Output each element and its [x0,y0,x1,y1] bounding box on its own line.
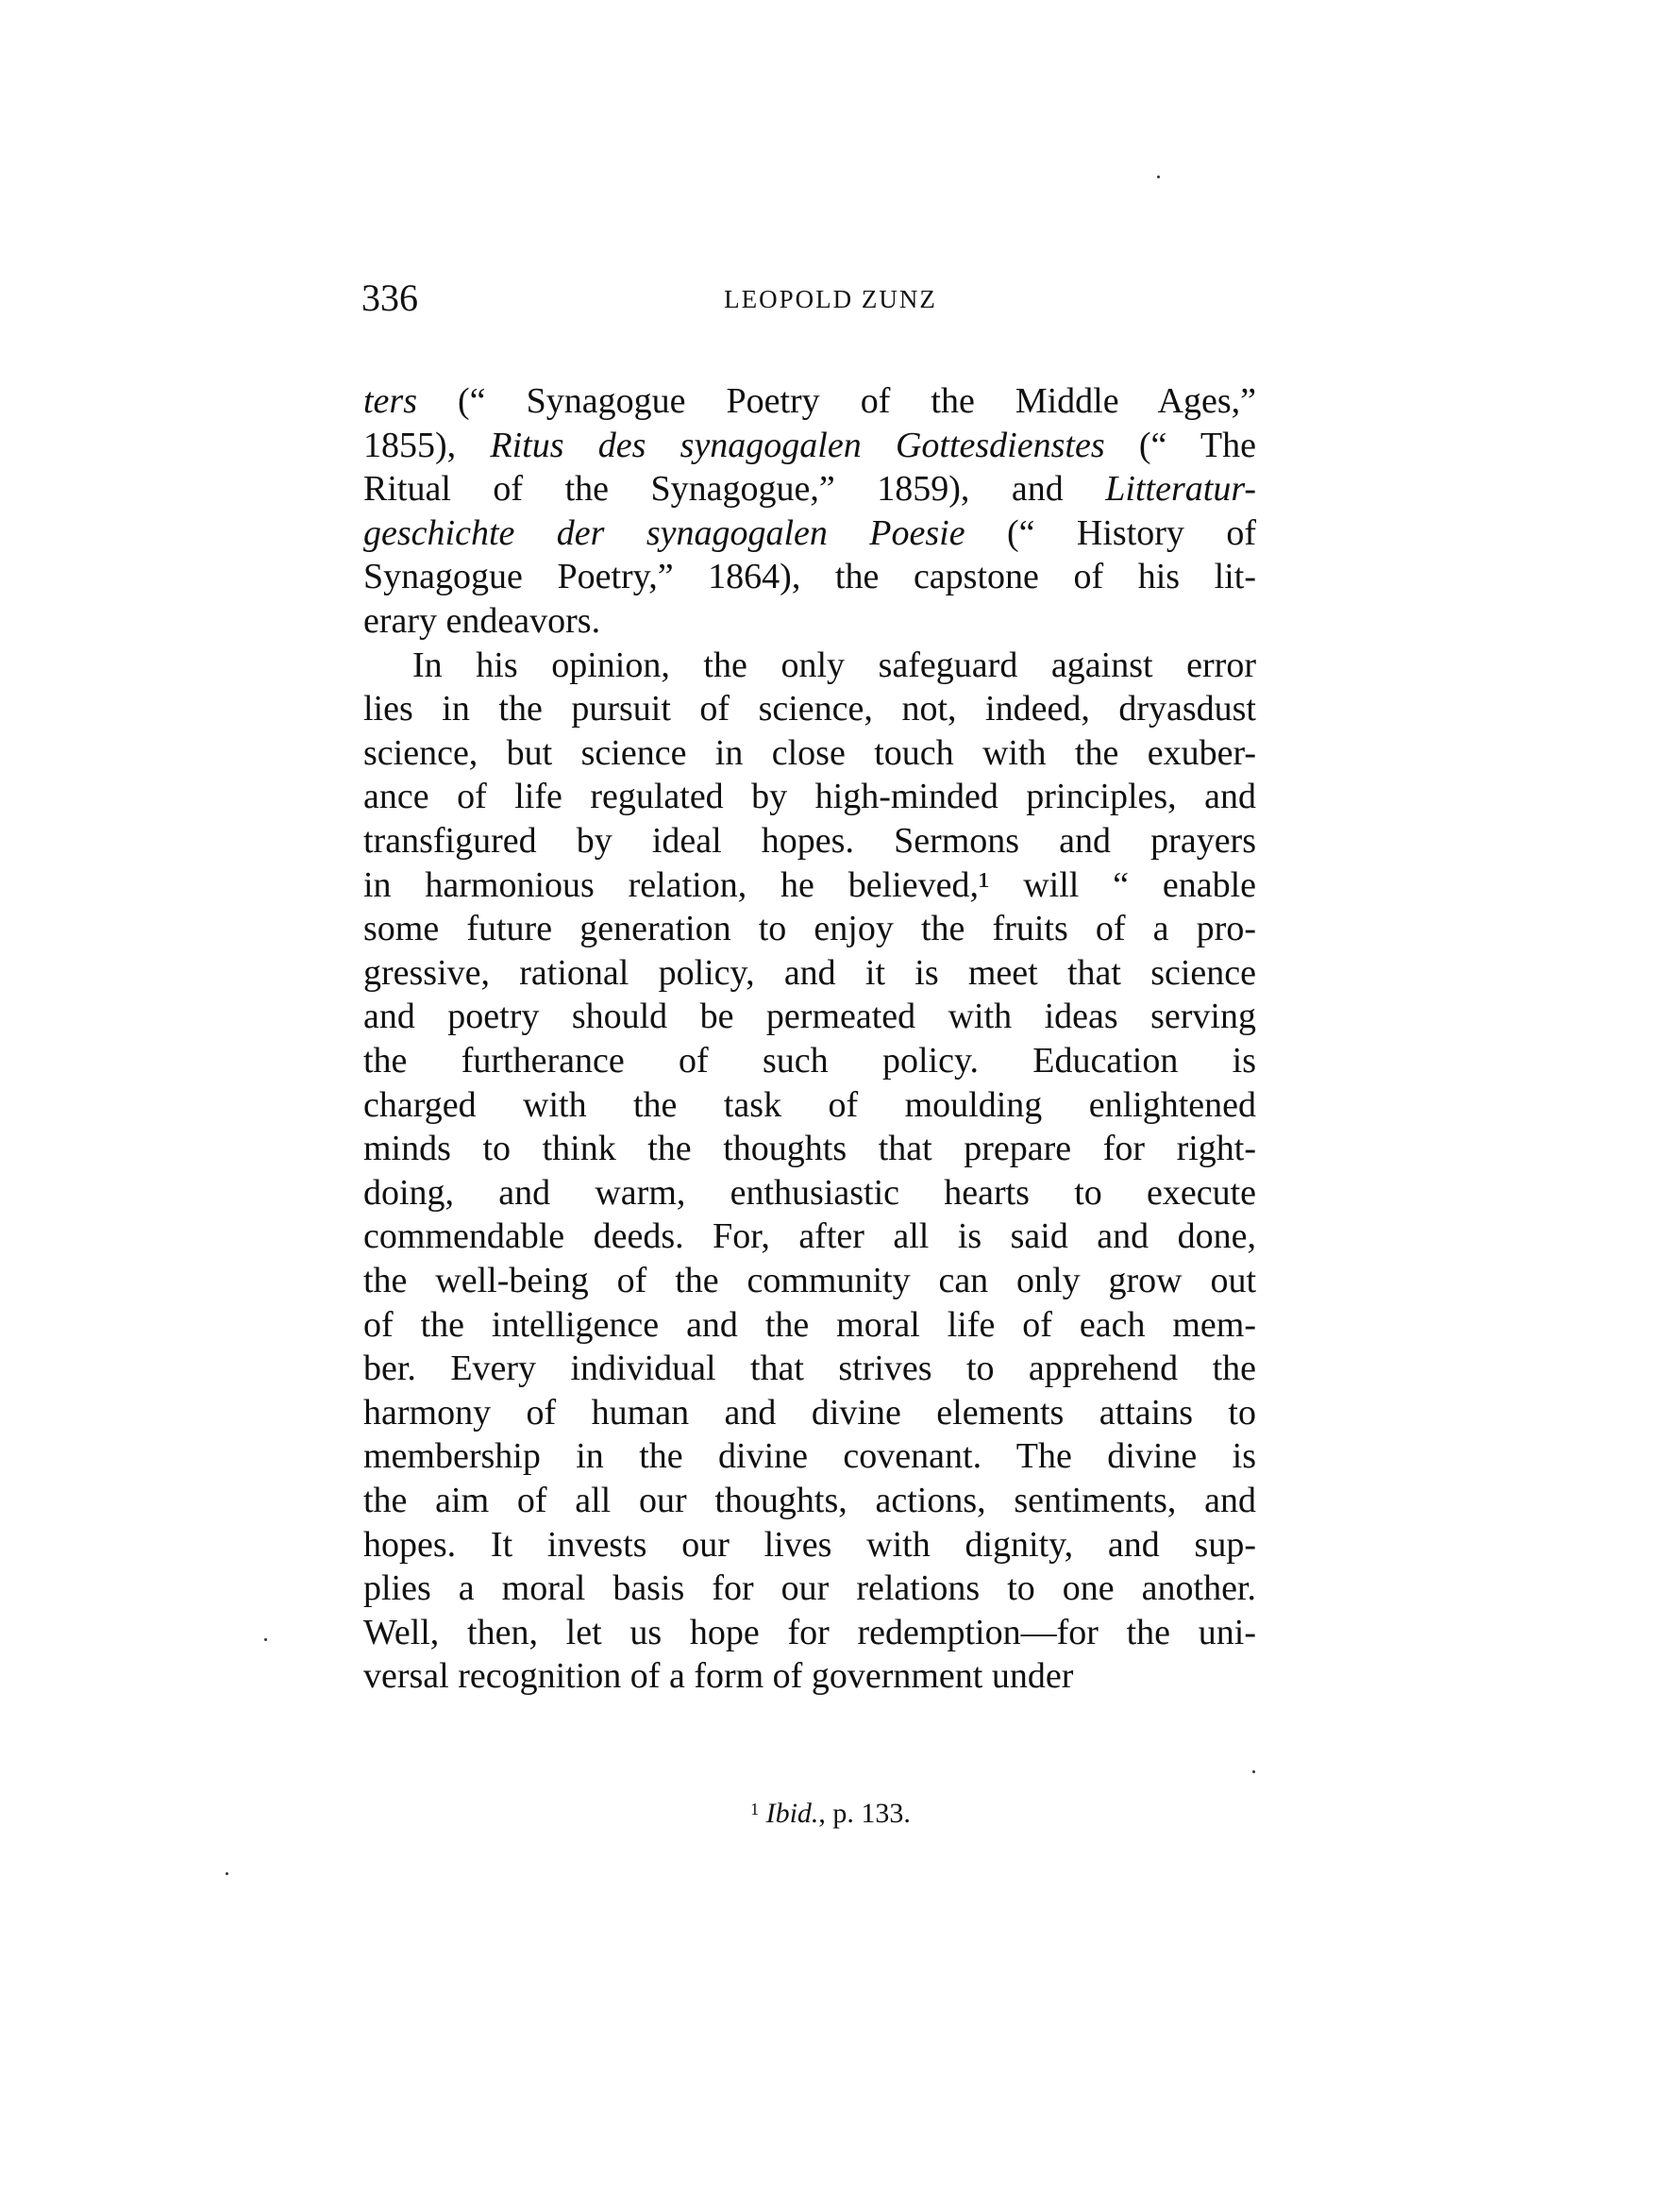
text-line [363,819,1256,863]
scan-speck [264,1638,267,1641]
text-roman: ber. Every individual that strives to apprehend the [363,1349,1256,1389]
text-roman: minds to think the thoughts that prepare for right- [363,1129,1256,1169]
text-roman: plies a moral basis for our relations to one another. [363,1568,1256,1609]
text-line [363,1479,1256,1522]
text-roman: Ritual of the Synagogue,” 1859), and [363,469,1106,510]
text-roman: the well-being of the community can only grow out [363,1261,1256,1300]
text-roman: 1855), [363,425,491,465]
text-line [363,1215,1256,1258]
text-line [363,1083,1256,1127]
text-line [363,1127,1256,1170]
text-line [363,995,1256,1038]
text-roman: charged with the task of moulding enlightened [363,1084,1256,1125]
text-line [363,1523,1256,1567]
text-line [363,1611,1256,1654]
text-roman: (“ History of [965,512,1256,553]
scan-speck [226,1872,228,1875]
text-line [363,511,1256,555]
text-roman: Well, then, let us hope for redemption—for the uni- [363,1612,1256,1652]
footnote [0,1798,1661,1830]
text-line [363,731,1256,775]
text-line [363,863,1256,907]
text-line [363,951,1256,995]
text-line [363,1303,1256,1347]
text-line [363,379,1256,423]
text-italic-title: Ritus des synagogalen Gottesdienstes [490,425,1105,465]
text-line [363,1347,1256,1390]
text-roman: in harmonious relation, he believed,¹ will “ enable [363,864,1256,905]
text-line [363,1039,1256,1082]
text-roman: erary endeavors. [363,601,601,641]
text-roman: gressive, rational policy, and it is meet that science [363,952,1256,993]
running-title: LEOPOLD ZUNZ [724,285,937,313]
text-line [363,907,1256,950]
text-line [363,424,1256,467]
text-line [363,555,1256,598]
text-line [363,1391,1256,1434]
text-roman: and poetry should be permeated with ideas serving [363,997,1256,1037]
text-roman: harmony of human and divine elements attains to [363,1392,1256,1433]
footnote-text: , p. 133. [818,1798,911,1829]
text-roman: doing, and warm, enthusiastic hearts to execute [363,1172,1256,1213]
text-roman: transfigured by ideal hopes. Sermons and prayers [363,821,1256,861]
text-roman: hopes. It invests our lives with dignity, and sup- [363,1524,1256,1565]
text-roman: commendable deeds. For, after all is said and done, [363,1216,1256,1257]
text-roman: Synagogue Poetry,” 1864), the capstone of his lit- [363,557,1256,597]
footnote-marker: 1 [750,1800,760,1818]
text-italic-title: Litteratur- [1105,469,1256,510]
text-line [412,644,1256,687]
text-roman: (“ Synagogue Poetry of the Middle Ages,” [417,381,1256,421]
text-line [363,1567,1256,1610]
text-roman: science, but science in close touch with the exuber- [363,732,1256,773]
text-roman: the aim of all our thoughts, actions, sentiments, and [363,1481,1256,1520]
text-line [363,775,1256,818]
text-roman: of the intelligence and the moral life of each mem- [363,1304,1256,1345]
text-line [363,1654,1256,1698]
text-line [363,1434,1256,1478]
text-italic-title: geschichte der synagogalen Poesie [363,512,965,553]
text-italic-title: ters [363,381,417,421]
text-line [363,687,1256,730]
text-line [363,1171,1256,1215]
page-number: 336 [361,276,418,319]
text-roman: In his opinion, the only safeguard against error [412,645,1256,685]
text-roman: membership in the divine covenant. The divine is [363,1436,1256,1477]
text-line [363,599,1256,643]
text-roman: some future generation to enjoy the fruits of a pro- [363,909,1256,949]
text-roman: the furtherance of such policy. Education is [363,1041,1256,1081]
text-line [363,467,1256,511]
text-roman: lies in the pursuit of science, not, indeed, dryasdust [363,689,1256,729]
scan-speck [1157,176,1160,178]
text-roman: ance of life regulated by high-minded principles, and [363,777,1256,817]
footnote-ibid: Ibid. [765,1798,819,1829]
text-roman: versal recognition of a form of government under [363,1656,1074,1697]
scan-speck [1252,1770,1255,1773]
text-line [363,1259,1256,1302]
text-roman: (“ The [1104,425,1257,465]
